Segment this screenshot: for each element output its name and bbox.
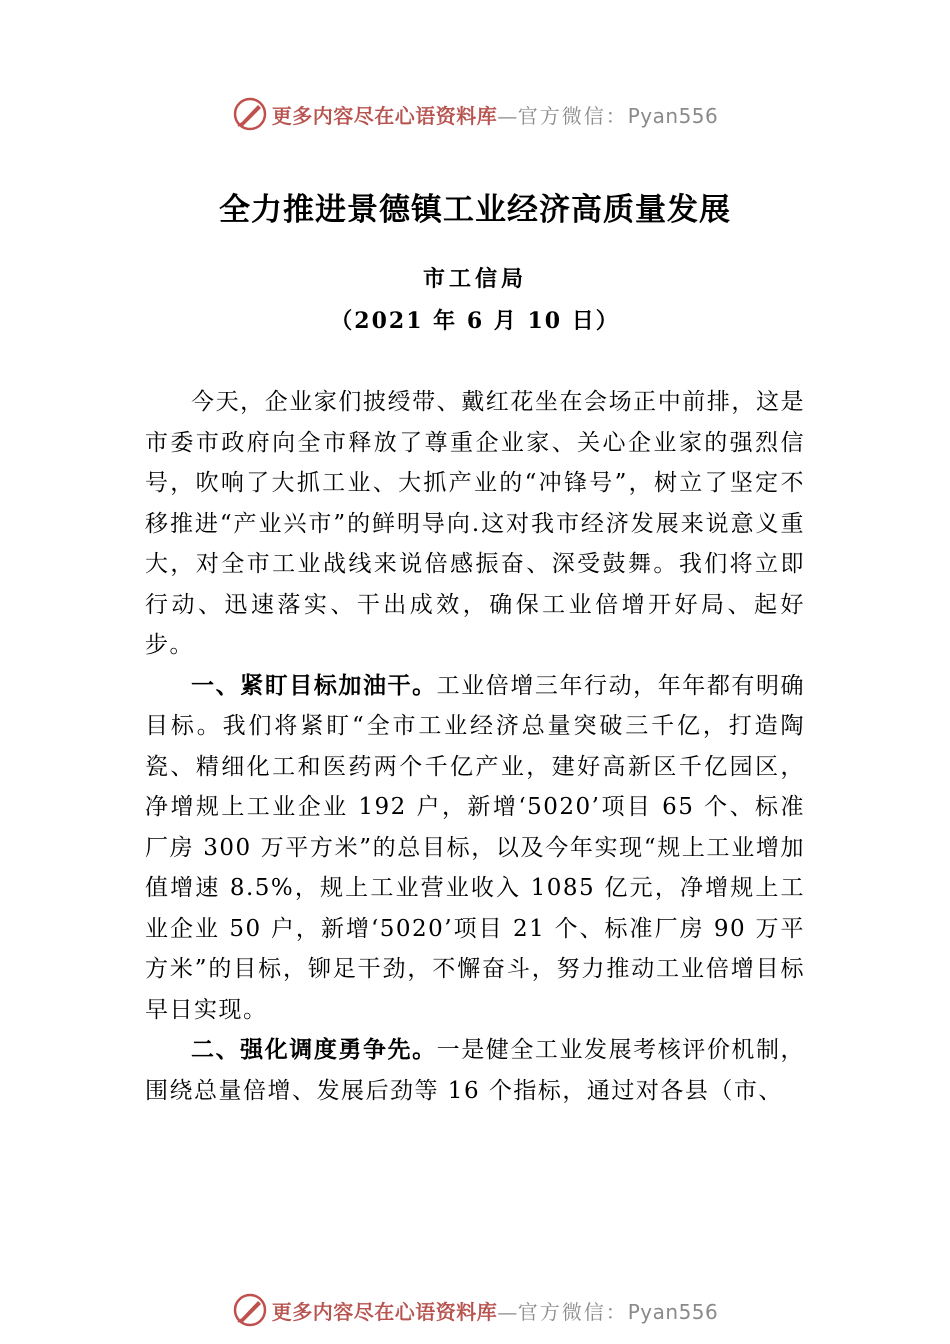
paragraph-3 — [145, 1030, 805, 1111]
banner-text — [272, 1296, 719, 1325]
bottom-watermark-banner — [0, 1290, 950, 1330]
top-watermark-banner — [0, 94, 950, 134]
paragraph-1 — [145, 382, 805, 666]
document-org: 市工信局 — [422, 266, 527, 292]
paragraph-3-heading: 二、强化调度勇争先。 — [191, 1036, 437, 1063]
document-body — [145, 382, 805, 1111]
paragraph-2-text: 工业倍增三年行动，年年都有明确目标。我们将紧盯“全市工业经济总量突破三千亿，打造陶瓷、精细化工和医药两个千亿产业，建好高新区千亿园区，净增规上工业企业 192 户，新增‘5020’项目 65 个、标准厂房 300 万平方米”的总目标，以及今年实现“规上工业增加值增速 8.5%，规上工业营业收入 1085 亿元，净增规上工业企业 50 户，新增‘5020’项目 21 个、标准厂房 90 万平方米”的目标，铆足干劲，不懈奋斗，努力推动工业倍增目标早日实现。 — [145, 672, 805, 1023]
paragraph-2-heading: 一、紧盯目标加油干。 — [191, 671, 437, 699]
banner-wechat-label: 官方微信： — [517, 103, 628, 128]
document-title: 全力推进景德镇工业经济高质量发展 — [219, 192, 731, 228]
banner-wechat-id: Pyan556 — [627, 1299, 719, 1324]
banner-main-text: 更多内容尽在心语资料库 — [271, 103, 498, 128]
paragraph-2 — [145, 666, 805, 1031]
banner-text — [272, 100, 719, 129]
paragraph-1-text: 今天，企业家们披绶带、戴红花坐在会场正中前排，这是市委市政府向全市释放了尊重企业家、关心企业家的强烈信号，吹响了大抓工业、大抓产业的“冲锋号”，树立了坚定不移推进“产业兴市”的鲜明导向.这对我市经济发展来说意义重大，对全市工业战线来说倍感振奋、深受鼓舞。我们将立即行动、迅速落实、干出成效，确保工业倍增开好局、起好步。 — [145, 389, 805, 658]
quill-logo-icon — [232, 96, 268, 132]
banner-main-text: 更多内容尽在心语资料库 — [271, 1299, 498, 1324]
banner-wechat-label: 官方微信： — [517, 1299, 628, 1324]
banner-wechat-id: Pyan556 — [627, 103, 719, 128]
document-date: （2021 年 6 月 10 日） — [330, 308, 620, 334]
banner-dash: — — [497, 1299, 518, 1324]
banner-dash: — — [497, 103, 518, 128]
paragraph-3-text: 一是健全工业发展考核评价机制，围绕总量倍增、发展后劲等 16 个指标，通过对各县（市、 — [145, 1037, 805, 1104]
quill-logo-icon — [232, 1292, 268, 1328]
